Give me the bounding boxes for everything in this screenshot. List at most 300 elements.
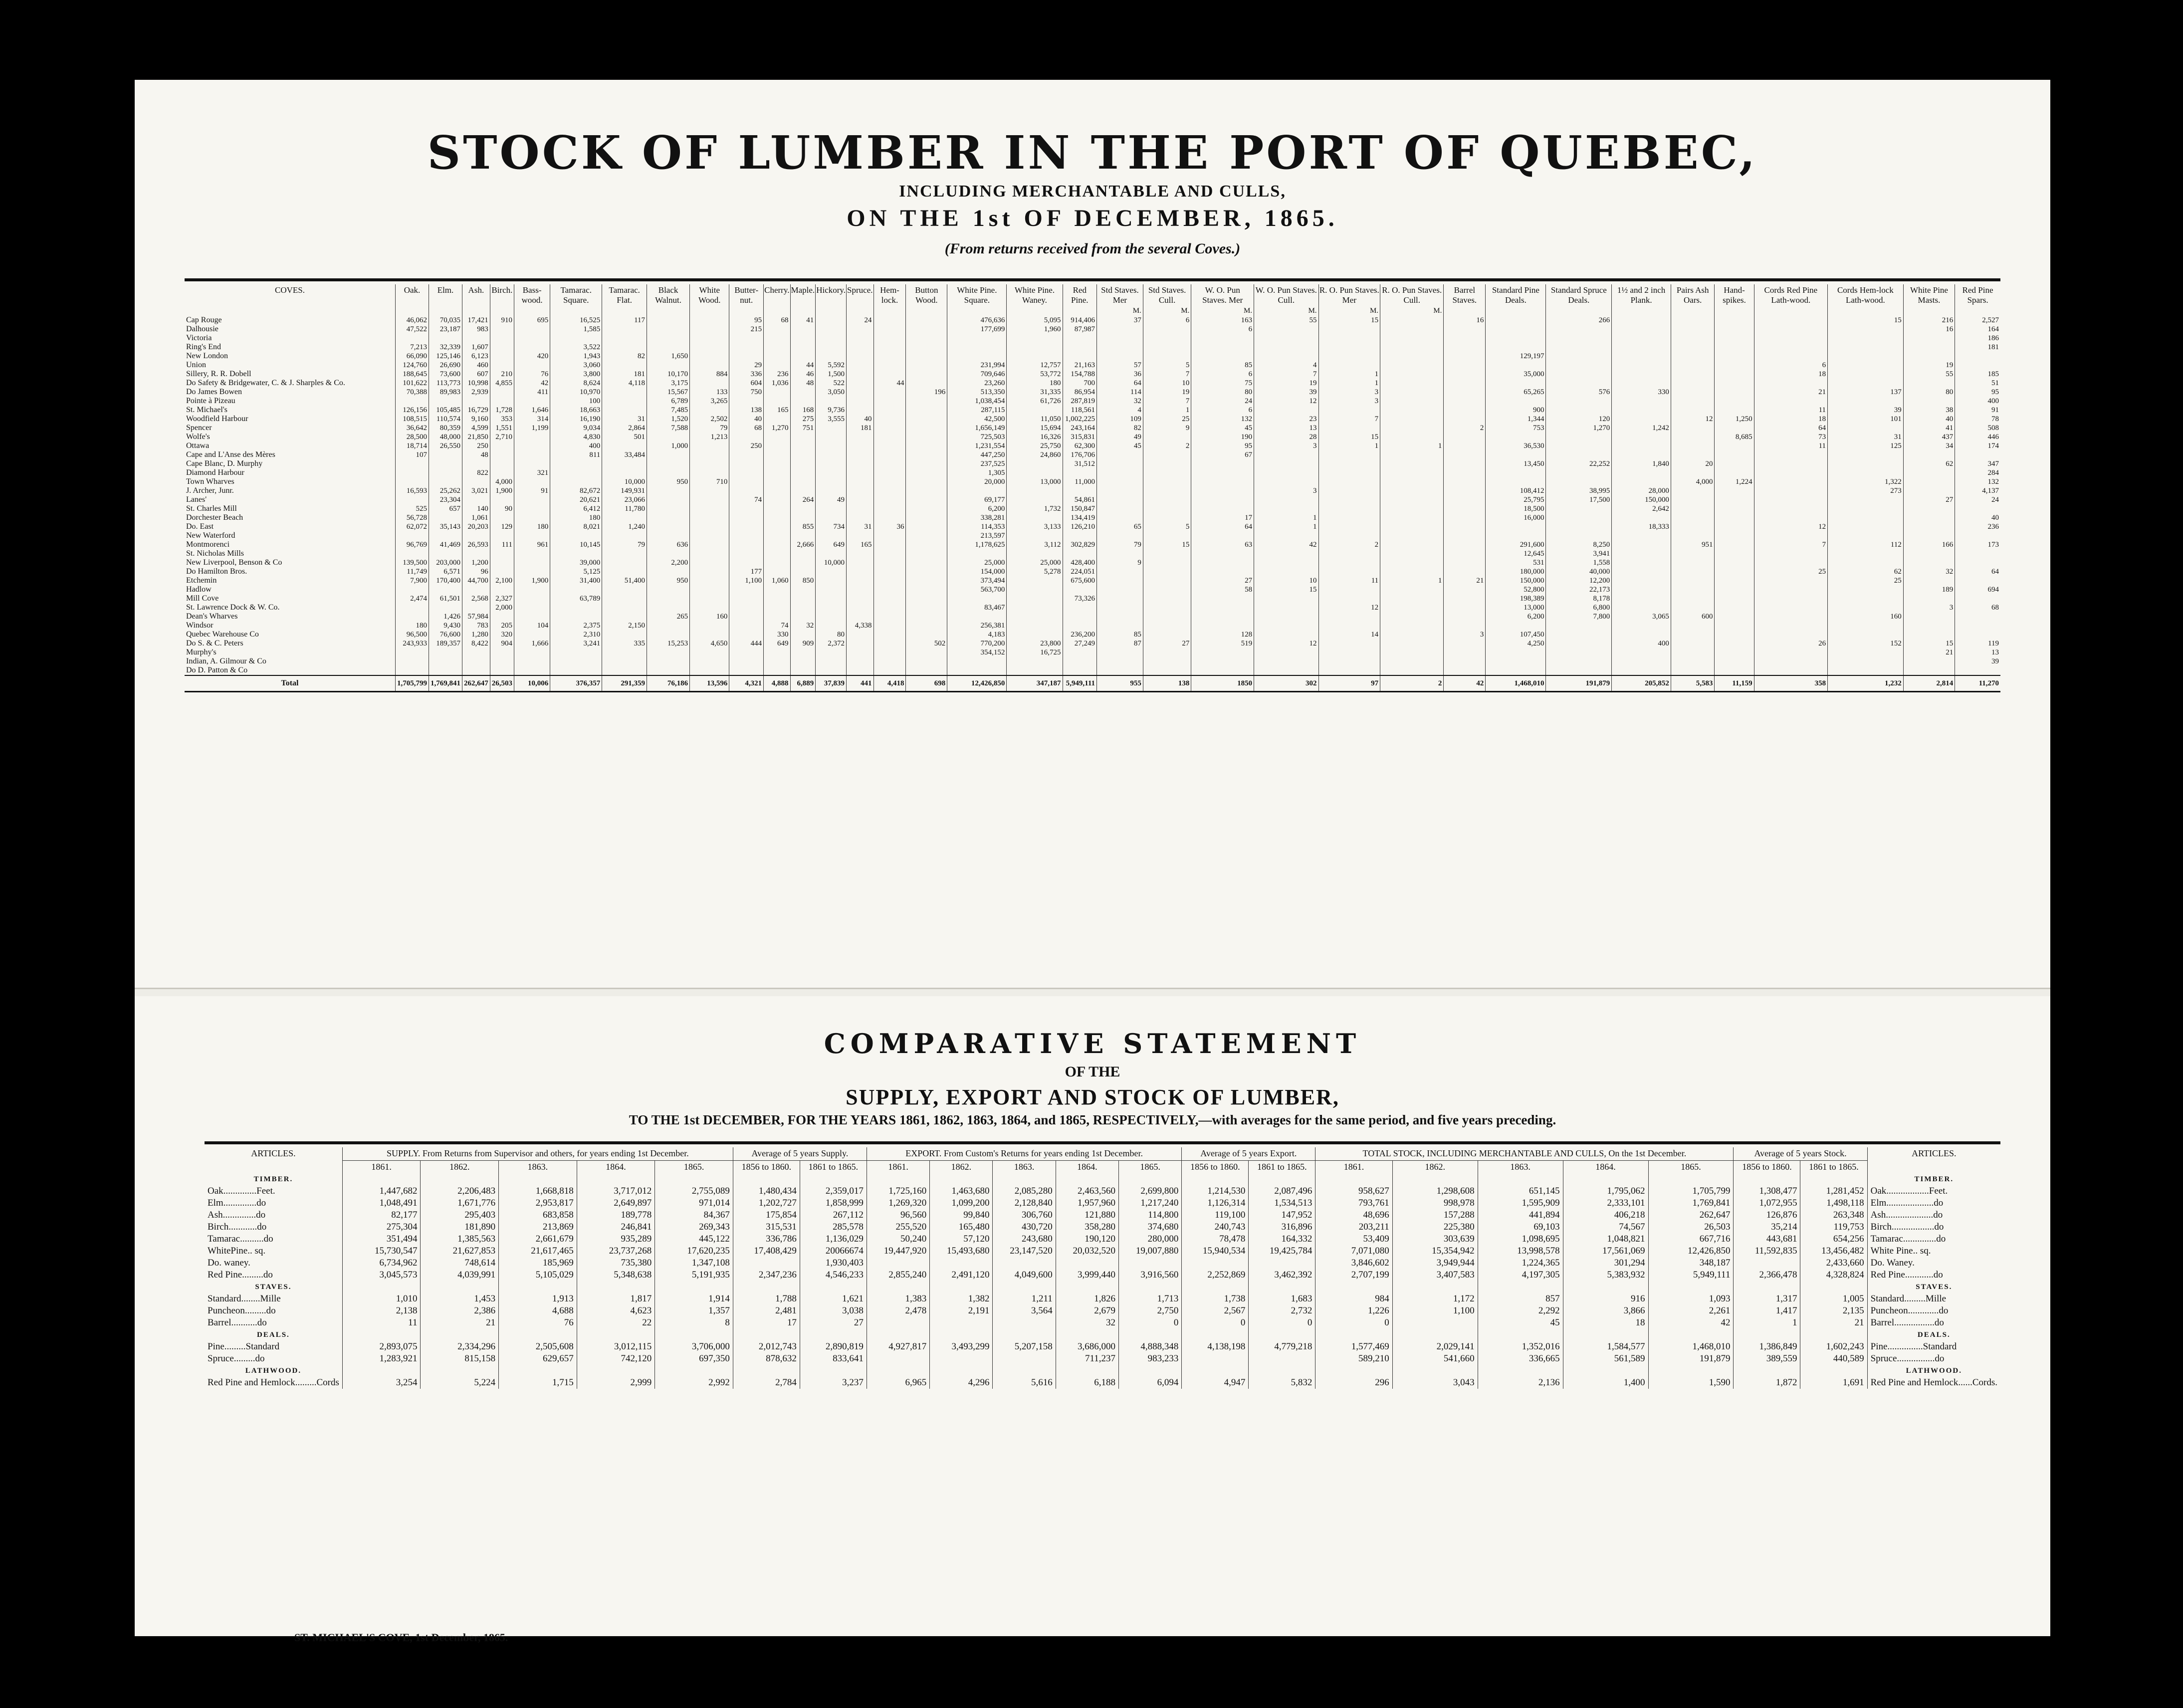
total-cell: 1,705,799: [396, 675, 429, 692]
stock-cell: 1: [1380, 441, 1444, 450]
stock-cell: [1444, 603, 1486, 612]
stock-cell: [1444, 415, 1486, 424]
stock-cell: 850: [790, 576, 816, 585]
stock-cell: [873, 343, 906, 352]
stock-cell: [1754, 486, 1827, 495]
stock-cell: 20: [1671, 459, 1715, 468]
stock-cell: [1097, 576, 1143, 585]
stock-cell: 3,065: [1612, 612, 1671, 621]
stock-cell: [764, 450, 790, 459]
stock-cell: 6: [1143, 316, 1191, 325]
stock-cell: 4,118: [602, 379, 647, 388]
stock-cell: 52,800: [1486, 585, 1546, 594]
stock-cell: [1715, 424, 1754, 432]
stock-cell: 2,527: [1955, 316, 2000, 325]
cove-name: St. Michael's: [186, 406, 227, 415]
stock-cell: [729, 397, 764, 406]
stock-cell: [790, 441, 816, 450]
stock-cell: [729, 621, 764, 630]
empty-cell: [499, 1365, 577, 1377]
empty-cell: [1119, 1173, 1182, 1185]
stock-cell: [1903, 352, 1955, 361]
stock-cell: [602, 388, 647, 397]
stock-cell: 284: [1955, 468, 2000, 477]
stock-cell: [1444, 459, 1486, 468]
stock-cell: 55: [1254, 316, 1318, 325]
empty-cell: [1315, 1329, 1392, 1341]
stock-cell: [1546, 630, 1612, 639]
stock-cell: [1671, 639, 1715, 648]
stock-cell: [1715, 585, 1754, 594]
stock-cell: [1612, 477, 1671, 486]
stock-cell: 4,650: [690, 639, 729, 648]
stock-cell: 6,789: [647, 397, 690, 406]
stock-cell: [1143, 504, 1191, 513]
stock-cell: 134,419: [1063, 513, 1096, 522]
stock-cell: 437: [1903, 432, 1955, 441]
empty-cell: [421, 1329, 499, 1341]
stock-cell: [1318, 477, 1380, 486]
article-label-right: Standard.........Mille: [1867, 1293, 2000, 1305]
value-cell: 358,280: [1056, 1221, 1118, 1233]
value-cell: 336,665: [1478, 1353, 1563, 1365]
stock-unit-cell: [462, 306, 490, 316]
stock-cell: [1380, 325, 1444, 334]
total-cell: 358: [1754, 675, 1827, 692]
stock-cell: 770,200: [947, 639, 1007, 648]
empty-cell: [342, 1173, 421, 1185]
value-cell: 181,890: [421, 1221, 499, 1233]
stock-cell: [1063, 603, 1096, 612]
stock-cell: [1828, 325, 1904, 334]
stock-cell: 13,000: [1486, 603, 1546, 612]
total-cell: 2: [1380, 675, 1444, 692]
value-cell: 2,855,240: [867, 1269, 929, 1281]
stock-cell: 39: [1254, 388, 1318, 397]
stock-cell: 347: [1955, 459, 2000, 468]
stock-cell: [1671, 576, 1715, 585]
value-cell: 1,283,921: [342, 1353, 421, 1365]
stock-cell: 2: [1143, 441, 1191, 450]
stock-cell: [602, 558, 647, 567]
empty-cell: [1563, 1173, 1648, 1185]
stock-cell: [1063, 531, 1096, 540]
stock-cell: 12,757: [1007, 361, 1063, 370]
stock-unit-cell: [790, 306, 816, 316]
stock-cell: [602, 361, 647, 370]
stock-cell: [1444, 432, 1486, 441]
value-cell: 1,468,010: [1648, 1341, 1734, 1353]
year-header: 1864.: [1563, 1160, 1648, 1173]
stock-cell: 16,000: [1486, 513, 1546, 522]
stock-cell: 96,500: [396, 630, 429, 639]
stock-cell: [847, 468, 873, 477]
value-cell: 4,947: [1182, 1377, 1249, 1389]
stock-cell: [1955, 630, 2000, 639]
stock-cell: [1903, 612, 1955, 621]
stock-cell: 25: [1143, 415, 1191, 424]
empty-cell: [993, 1281, 1056, 1293]
stock-cell: [462, 334, 490, 343]
stock-cell: 79: [1097, 540, 1143, 549]
stock-cell: 1,178,625: [947, 540, 1007, 549]
stock-cell: 139,500: [396, 558, 429, 567]
stock-cell: 513,350: [947, 388, 1007, 397]
stock-cell: 27: [1143, 639, 1191, 648]
stock-column-header: Std Staves. Cull.: [1143, 284, 1191, 306]
stock-cell: [906, 325, 947, 334]
stock-cell: [550, 666, 602, 675]
stock-cell: [1671, 352, 1715, 361]
stock-cell: [1546, 325, 1612, 334]
stock-cell: 36,530: [1486, 441, 1546, 450]
stock-cell: [1444, 361, 1486, 370]
value-cell: 2,992: [655, 1377, 733, 1389]
cove-name: New Waterford: [186, 531, 235, 540]
stock-cell: 338,281: [947, 513, 1007, 522]
stock-cell: [847, 486, 873, 495]
stock-cell: 3,241: [550, 639, 602, 648]
empty-cell: [1392, 1173, 1478, 1185]
cove-name: Do. East: [186, 522, 214, 531]
section-label-right: TIMBER.: [1867, 1173, 2000, 1185]
comparative-of-the: OF THE: [1065, 1064, 1120, 1080]
stock-cell: [1007, 612, 1063, 621]
stock-cell: 27: [1191, 576, 1254, 585]
stock-cell: [764, 477, 790, 486]
stock-cell: [1903, 666, 1955, 675]
value-cell: 4,546,233: [800, 1269, 867, 1281]
stock-cell: [1444, 531, 1486, 540]
stock-cell: [1754, 648, 1827, 657]
stock-cell: 46: [790, 370, 816, 379]
stock-cell: 600: [1671, 612, 1715, 621]
stock-cell: 150,847: [1063, 504, 1096, 513]
stock-cell: [1486, 666, 1546, 675]
stock-cell: [1715, 603, 1754, 612]
stock-cell: 18,714: [396, 441, 429, 450]
stock-cell: [1671, 558, 1715, 567]
stock-cell: [1191, 334, 1254, 343]
stock-cell: 42: [1254, 540, 1318, 549]
stock-cell: [429, 468, 462, 477]
article-label: Birch............do: [208, 1222, 267, 1233]
stock-cell: 4,855: [490, 379, 514, 388]
stock-cell: 27: [1903, 495, 1955, 504]
stock-cell: 28: [1254, 432, 1318, 441]
article-row: [205, 1197, 2000, 1209]
stock-cell: [647, 549, 690, 558]
stock-cell: 150,000: [1486, 576, 1546, 585]
stock-cell: [690, 630, 729, 639]
stock-cell: [1546, 522, 1612, 531]
value-cell: [930, 1317, 993, 1329]
value-cell: [867, 1317, 929, 1329]
value-cell: 1,400: [1563, 1377, 1648, 1389]
stock-cell: 165: [764, 406, 790, 415]
stock-cell: [790, 648, 816, 657]
stock-cell: [1612, 621, 1671, 630]
stock-cell: [1143, 594, 1191, 603]
stock-cell: [873, 352, 906, 361]
stock-cell: [1191, 549, 1254, 558]
stock-cell: 1,280: [462, 630, 490, 639]
stock-cell: 24: [1955, 495, 2000, 504]
supply-average-header: Average of 5 years Supply.: [733, 1147, 867, 1160]
cove-name: St. Nicholas Mills: [186, 549, 244, 558]
total-cell: 1850: [1191, 675, 1254, 692]
stock-unit-cell: M.: [1097, 306, 1143, 316]
stock-row: [185, 630, 2000, 639]
article-label-right: Spruce................do: [1867, 1353, 2000, 1365]
stock-cell: [729, 352, 764, 361]
value-cell: 1,769,841: [1648, 1197, 1734, 1209]
stock-cell: 265: [647, 612, 690, 621]
stock-cell: [729, 432, 764, 441]
stock-cell: [906, 621, 947, 630]
stock-cell: [729, 648, 764, 657]
stock-cell: [816, 334, 847, 343]
value-cell: 19,007,880: [1119, 1245, 1182, 1257]
stock-cell: [1007, 352, 1063, 361]
stock-cell: [1612, 567, 1671, 576]
stock-cell: [490, 459, 514, 468]
cove-name: Union: [186, 361, 206, 370]
empty-cell: [1563, 1365, 1648, 1377]
stock-cell: [1380, 424, 1444, 432]
stock-column-header: Barrel Staves.: [1444, 284, 1486, 306]
stock-cell: 710: [690, 477, 729, 486]
stock-cell: [1671, 424, 1715, 432]
stock-cell: [1828, 397, 1904, 406]
stock-cell: [1318, 549, 1380, 558]
stock-cell: [764, 657, 790, 666]
stock-cell: [873, 432, 906, 441]
stock-cell: [906, 370, 947, 379]
stock-cell: [1612, 325, 1671, 334]
stock-cell: [1612, 648, 1671, 657]
stock-cell: [906, 648, 947, 657]
stock-cell: [514, 397, 550, 406]
article-label: Do. waney.: [208, 1258, 250, 1269]
value-cell: 13,998,578: [1478, 1245, 1563, 1257]
stock-cell: [490, 666, 514, 675]
value-cell: 17: [733, 1317, 800, 1329]
stock-column-header: COVES.: [275, 285, 305, 295]
stock-cell: [1903, 594, 1955, 603]
value-cell: 1,005: [1800, 1293, 1867, 1305]
stock-cell: 101: [1828, 415, 1904, 424]
stock-cell: 750: [729, 388, 764, 397]
stock-cell: 9,160: [462, 415, 490, 424]
article-label-right: Do. Waney.: [1867, 1257, 2000, 1269]
stock-cell: [1063, 621, 1096, 630]
stock-column-header: R. O. Pun Staves. Cull.: [1380, 284, 1444, 306]
stock-cell: [602, 441, 647, 450]
stock-cell: 40: [1903, 415, 1955, 424]
stock-cell: [647, 585, 690, 594]
stock-cell: [1444, 379, 1486, 388]
stock-cell: 18,333: [1612, 522, 1671, 531]
stock-cell: [1715, 459, 1754, 468]
stock-cell: [647, 648, 690, 657]
stock-cell: 125: [1828, 441, 1904, 450]
stock-cell: [1191, 648, 1254, 657]
value-cell: 2,252,869: [1182, 1269, 1249, 1281]
stock-cell: [1828, 343, 1904, 352]
stock-cell: 237,525: [947, 459, 1007, 468]
stock-cell: 41: [790, 316, 816, 325]
empty-cell: [499, 1173, 577, 1185]
stock-cell: 15: [1903, 639, 1955, 648]
stock-cell: [847, 361, 873, 370]
value-cell: 5,348,638: [577, 1269, 655, 1281]
stock-cell: [1191, 594, 1254, 603]
empty-cell: [1315, 1281, 1392, 1293]
value-cell: 651,145: [1478, 1185, 1563, 1197]
stock-cell: 607: [462, 370, 490, 379]
stock-cell: [1191, 666, 1254, 675]
article-row: [205, 1341, 2000, 1353]
stock-cell: [514, 459, 550, 468]
cove-name: Do Safety & Bridgewater, C. & J. Sharples & Co.: [186, 379, 345, 388]
stock-cell: [1828, 379, 1904, 388]
stock-cell: [873, 397, 906, 406]
stock-cell: [1715, 531, 1754, 540]
stock-cell: [816, 603, 847, 612]
stock-cell: 63,789: [550, 594, 602, 603]
total-cell: 1,769,841: [429, 675, 462, 692]
stock-cell: [1903, 549, 1955, 558]
stock-cell: 110,574: [429, 415, 462, 424]
stock-cell: 70,388: [396, 388, 429, 397]
value-cell: 2,699,800: [1119, 1185, 1182, 1197]
stock-cell: 105,485: [429, 406, 462, 415]
stock-cell: 1,732: [1007, 504, 1063, 513]
stock-cell: 400: [550, 441, 602, 450]
stock-cell: [873, 334, 906, 343]
stock-cell: [1612, 316, 1671, 325]
stock-row: [185, 612, 2000, 621]
stock-cell: [1380, 397, 1444, 406]
value-cell: 815,158: [421, 1353, 499, 1365]
stock-cell: 83,467: [947, 603, 1007, 612]
empty-cell: [867, 1281, 929, 1293]
cove-name: Quebec Warehouse Co: [186, 630, 259, 639]
empty-cell: [1478, 1173, 1563, 1185]
year-header: 1856 to 1860.: [1734, 1160, 1800, 1173]
stock-cell: 47,522: [396, 325, 429, 334]
stock-cell: [1828, 531, 1904, 540]
stock-cell: [1828, 549, 1904, 558]
stock-cell: 54,861: [1063, 495, 1096, 504]
stock-cell: [764, 558, 790, 567]
stock-cell: [790, 504, 816, 513]
stock-cell: [906, 540, 947, 549]
cove-name: Montmorenci: [186, 540, 230, 549]
stock-cell: [1318, 558, 1380, 567]
cove-name: Pointe à Pizeau: [186, 397, 235, 406]
stock-cell: 1,500: [816, 370, 847, 379]
stock-cell: [1671, 522, 1715, 531]
stock-cell: [1318, 657, 1380, 666]
value-cell: 440,589: [1800, 1353, 1867, 1365]
stock-cell: [1903, 343, 1955, 352]
stock-cell: 273: [1828, 486, 1904, 495]
value-cell: 157,288: [1392, 1209, 1478, 1221]
stock-cell: 16: [1903, 325, 1955, 334]
stock-cell: [764, 594, 790, 603]
source-note: (From returns received from the several Coves.): [944, 240, 1241, 257]
stock-cell: 36,642: [396, 424, 429, 432]
stock-cell: [1097, 459, 1143, 468]
stock-cell: 198,389: [1486, 594, 1546, 603]
stock-cell: 12: [1254, 397, 1318, 406]
stock-cell: 126,210: [1063, 522, 1096, 531]
stock-cell: [550, 603, 602, 612]
stock-row: [185, 352, 2000, 361]
stock-column-header: 1½ and 2 inch Plank.: [1612, 284, 1671, 306]
value-cell: [867, 1353, 929, 1365]
stock-cell: [1546, 639, 1612, 648]
value-cell: 13,456,482: [1800, 1245, 1867, 1257]
stock-cell: [1828, 370, 1904, 379]
stock-cell: 411: [514, 388, 550, 397]
stock-cell: [1828, 424, 1904, 432]
stock-cell: [1671, 486, 1715, 495]
stock-column-header: W. O. Pun Staves. Mer: [1191, 284, 1254, 306]
stock-cell: [1903, 468, 1955, 477]
stock-cell: [1546, 397, 1612, 406]
stock-cell: [764, 549, 790, 558]
stock-cell: 203,000: [429, 558, 462, 567]
stock-cell: [602, 468, 647, 477]
stock-cell: [1715, 406, 1754, 415]
stock-cell: [1097, 603, 1143, 612]
stock-cell: [1143, 567, 1191, 576]
stock-unit-cell: [647, 306, 690, 316]
stock-cell: 12,200: [1546, 576, 1612, 585]
stock-cell: [647, 468, 690, 477]
stock-cell: [1546, 441, 1612, 450]
value-cell: 1,126,314: [1182, 1197, 1249, 1209]
stock-cell: [1612, 397, 1671, 406]
stock-cell: [847, 531, 873, 540]
stock-cell: [873, 648, 906, 657]
total-cell: 4,321: [729, 675, 764, 692]
stock-cell: [790, 594, 816, 603]
stock-cell: [1612, 432, 1671, 441]
stock-cell: 3,175: [647, 379, 690, 388]
stock-cell: [906, 397, 947, 406]
stock-cell: [873, 459, 906, 468]
value-cell: 126,876: [1734, 1209, 1800, 1221]
stock-cell: [514, 513, 550, 522]
stock-cell: 1,322: [1828, 477, 1904, 486]
stock-row: [185, 504, 2000, 513]
empty-cell: [1648, 1329, 1734, 1341]
stock-cell: [729, 459, 764, 468]
stock-cell: 68: [1955, 603, 2000, 612]
stock-cell: 11,000: [1063, 477, 1096, 486]
value-cell: 4,138,198: [1182, 1341, 1249, 1353]
stock-cell: 287,819: [1063, 397, 1096, 406]
stock-cell: [1715, 316, 1754, 325]
stock-cell: [602, 657, 647, 666]
stock-cell: [1191, 567, 1254, 576]
stock-cell: [847, 459, 873, 468]
stock-cell: [873, 468, 906, 477]
